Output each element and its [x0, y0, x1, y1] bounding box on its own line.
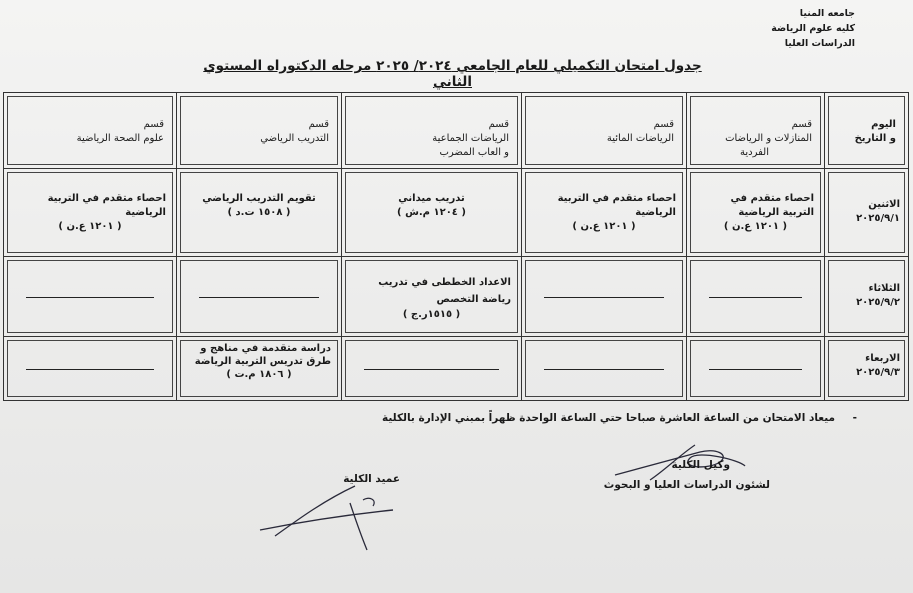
exam-cell	[522, 169, 687, 257]
empty-slot-line	[199, 297, 319, 298]
day-cell	[825, 337, 909, 401]
course-title: تقويم التدريب الرياضي	[202, 193, 316, 204]
vice-dean-block	[590, 455, 770, 495]
course-code: ( ١٢٠٤ م.ش )	[397, 207, 466, 218]
table-row	[4, 337, 909, 401]
department-header	[4, 93, 177, 169]
course-code: ( ١٢٠١ ع.ن )	[572, 221, 636, 232]
day-date: ٢٠٢٥/٩/٢	[856, 297, 900, 308]
day-name: الثلاثاء	[868, 283, 900, 294]
day-date: ٢٠٢٥/٩/٣	[856, 367, 900, 378]
empty-slot-line	[544, 297, 664, 298]
department-name-cont: و العاب المضرب	[439, 147, 509, 158]
exam-cell-empty	[522, 257, 687, 337]
department-label: قسم	[653, 119, 674, 130]
exam-cell	[342, 169, 522, 257]
university-header	[655, 6, 855, 51]
course-code: ( ١٥١٥ر.ج )	[402, 309, 461, 320]
department-name: علوم الصحة الرياضية	[76, 133, 164, 144]
course-title: احصاء متقدم في التربية الرياضية	[730, 193, 814, 218]
exam-cell-empty	[522, 337, 687, 401]
day-header-label: اليوم	[871, 119, 896, 130]
course-title: احصاء متقدم في التربية الرياضية	[557, 193, 676, 218]
department-label: قسم	[143, 119, 164, 130]
day-date: ٢٠٢٥/٩/١	[856, 213, 900, 224]
department-header	[177, 93, 342, 169]
course-title: احصاء متقدم في التربية الرياضية	[47, 193, 166, 218]
vice-dean-title: وكيل الكلية	[671, 459, 730, 471]
university-name: جامعه المنيا	[799, 8, 855, 19]
empty-slot-line	[709, 369, 802, 370]
department-label: قسم	[488, 119, 509, 130]
day-name: الاربعاء	[865, 353, 900, 364]
course-title: تدريب ميداني	[398, 193, 465, 204]
dean-title: عميد الكلية	[343, 473, 400, 485]
course-code: ( ١٨٠٦ م.ت )	[226, 369, 292, 380]
exam-cell-empty	[177, 257, 342, 337]
department-header	[687, 93, 825, 169]
document-title: جدول امتحان التكميلي للعام الجامعي ٢٠٢٤/ ٢٠٢٥ مرحله الدكتوراه المستوي الثاني	[203, 58, 702, 90]
exam-cell-empty	[4, 337, 177, 401]
note-bullet: -	[852, 412, 857, 424]
department-name-cont: الفردية	[740, 147, 769, 158]
exam-cell-empty	[342, 337, 522, 401]
department-header	[342, 93, 522, 169]
exam-cell	[177, 337, 342, 401]
table-row	[4, 257, 909, 337]
exam-cell-empty	[4, 257, 177, 337]
day-cell	[825, 257, 909, 337]
department-name: المنازلات و الرياضات	[725, 133, 812, 144]
empty-slot-line	[26, 369, 154, 370]
note-text: ميعاد الامتحان من الساعة العاشرة صباحا حتي الساعة الواحدة ظهراً بمبني الإدارة بالكلية	[382, 412, 835, 424]
department-name: الرياضات المائية	[606, 133, 674, 144]
course-title: دراسة متقدمة في مناهج و طرق تدريس التربية الرياضة	[194, 343, 331, 367]
empty-slot-line	[544, 369, 664, 370]
department-name: الدراسات العليا	[784, 38, 855, 49]
course-code: ( ١٢٠١ ع.ن )	[723, 221, 788, 232]
day-cell	[825, 169, 909, 257]
department-header	[522, 93, 687, 169]
course-title: الاعداد الخططى في تدريب رياضة التخصص	[378, 277, 511, 305]
exam-cell-empty	[687, 257, 825, 337]
exam-cell-empty	[687, 337, 825, 401]
exam-cell	[342, 257, 522, 337]
empty-slot-line	[26, 297, 154, 298]
exam-time-note	[315, 412, 857, 424]
exam-cell	[687, 169, 825, 257]
department-name: الرياضات الجماعية	[432, 133, 509, 144]
dean-signature	[255, 478, 400, 553]
exam-cell	[177, 169, 342, 257]
vice-dean-subtitle: لشئون الدراسات العليا و البحوث	[603, 479, 770, 491]
empty-slot-line	[709, 297, 802, 298]
date-header-label: و التاريخ	[854, 133, 896, 144]
department-label: قسم	[791, 119, 812, 130]
course-code: ( ١٢٠١ ع.ن )	[58, 221, 122, 232]
exam-cell	[4, 169, 177, 257]
empty-slot-line	[364, 369, 499, 370]
table-header-row	[4, 93, 909, 169]
department-label: قسم	[308, 119, 329, 130]
faculty-name: كليه علوم الرياضة	[771, 23, 855, 34]
day-date-header	[825, 93, 909, 169]
course-code: ( ١٥٠٨ ت.د )	[227, 207, 291, 218]
day-name: الاثنين	[868, 199, 900, 210]
department-name: التدريب الرياضي	[260, 133, 329, 144]
exam-schedule-table	[3, 92, 909, 401]
table-row	[4, 169, 909, 257]
